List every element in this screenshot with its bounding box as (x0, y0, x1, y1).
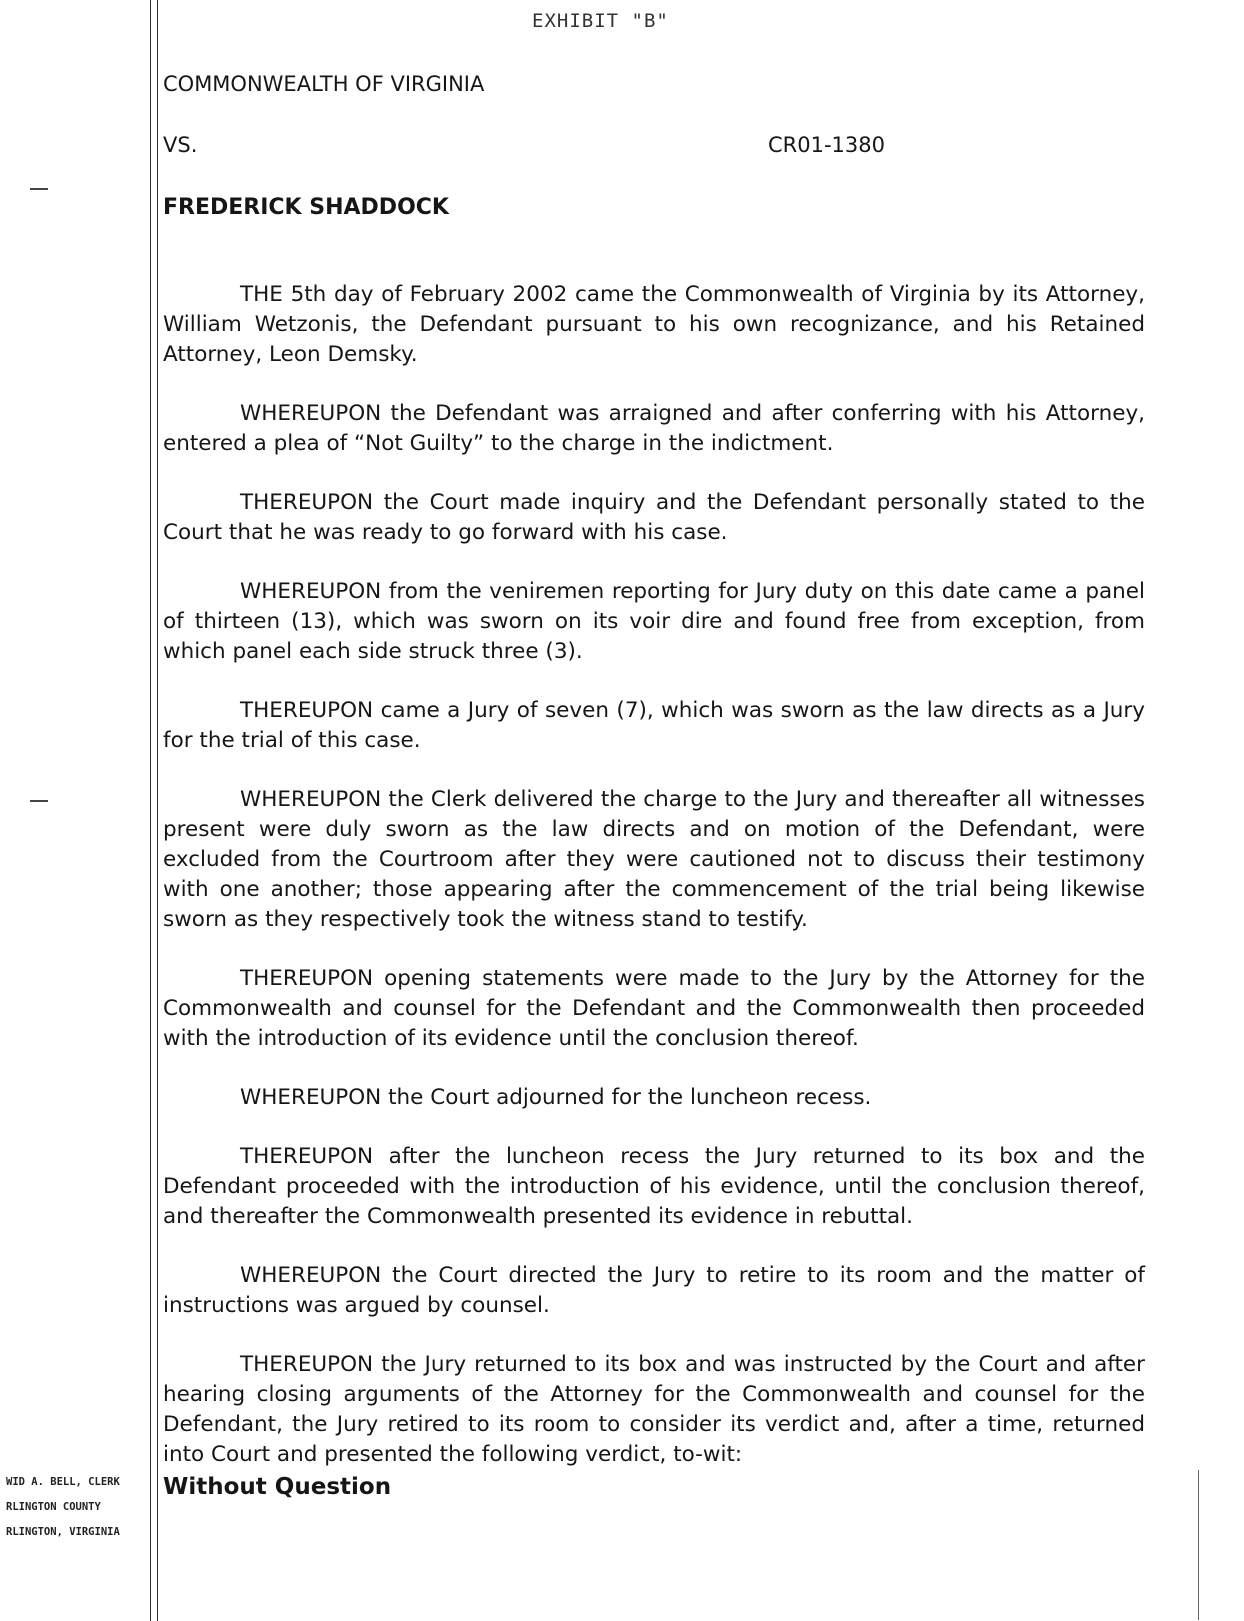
paragraph: WHEREUPON the Clerk delivered the charge to the Jury and thereafter all witnesses present were duly sworn as the law directs and on motion of the Defendant, were excluded from the Courtroom after they were cautioned not to discuss their testimony with one another; those appearing after the commencement of the trial being likewise sworn as they respectively took the witness stand to testify. (163, 787, 1145, 932)
clerk-stamp (6, 1470, 120, 1545)
paragraph: THEREUPON opening statements were made to the Jury by the Attorney for the Commonwealth and counsel for the Defendant and the Commonwealth then proceeded with the introduction of its evidence until the conclusion thereof. (163, 966, 1145, 1051)
case-number: CR01-1380 (768, 133, 885, 157)
paragraph: THE 5th day of February 2002 came the Commonwealth of Virginia by its Attorney, William Wetzonis, the Defendant pursuant to his own recognizance, and his Retained Attorney, Leon Demsky. (163, 282, 1145, 367)
plaintiff-name: COMMONWEALTH OF VIRGINIA (163, 72, 485, 96)
left-margin-rule-inner (157, 0, 158, 1621)
left-margin-rule (150, 0, 151, 1621)
paragraph: THEREUPON came a Jury of seven (7), which was sworn as the law directs as a Jury for the trial of this case. (163, 698, 1145, 753)
paragraph: THEREUPON the Jury returned to its box and was instructed by the Court and after hearing closing arguments of the Attorney for the Commonwealth and counsel for the Defendant, the Jury retired to its room to consider its verdict and, after a time, returned into Court and presented the following verdict, to-wit: (163, 1352, 1145, 1467)
scan-mark (30, 800, 48, 802)
versus-label: VS. (163, 133, 198, 157)
paragraph: THEREUPON the Court made inquiry and the Defendant personally stated to the Court that he was ready to go forward with his case. (163, 490, 1145, 545)
paragraph: THEREUPON after the luncheon recess the Jury returned to its box and the Defendant proceeded with the introduction of his evidence, until the conclusion thereof, and thereafter the Commonwealth presented its evidence in rebuttal. (163, 1144, 1145, 1229)
clerk-stamp-line: RLINGTON, VIRGINIA (6, 1526, 120, 1538)
verdict-text: Without Question (163, 1474, 392, 1500)
paragraph: WHEREUPON the Defendant was arraigned and after conferring with his Attorney, entered a plea of “Not Guilty” to the charge in the indictment. (163, 401, 1145, 456)
order-body (163, 280, 1145, 1502)
defendant-name: FREDERICK SHADDOCK (163, 195, 449, 220)
exhibit-label: EXHIBIT "B" (532, 10, 669, 32)
scan-mark (30, 188, 48, 190)
clerk-stamp-line: WID A. BELL, CLERK (6, 1476, 120, 1488)
right-edge-mark (1198, 1470, 1199, 1620)
paragraph: WHEREUPON from the veniremen reporting for Jury duty on this date came a panel of thirteen (13), which was sworn on its voir dire and found free from exception, from which panel each side struck three (3). (163, 579, 1145, 664)
clerk-stamp-line: RLINGTON COUNTY (6, 1501, 101, 1513)
paragraph: WHEREUPON the Court directed the Jury to retire to its room and the matter of instructions was argued by counsel. (163, 1263, 1145, 1318)
paragraph: WHEREUPON the Court adjourned for the luncheon recess. (240, 1085, 872, 1110)
